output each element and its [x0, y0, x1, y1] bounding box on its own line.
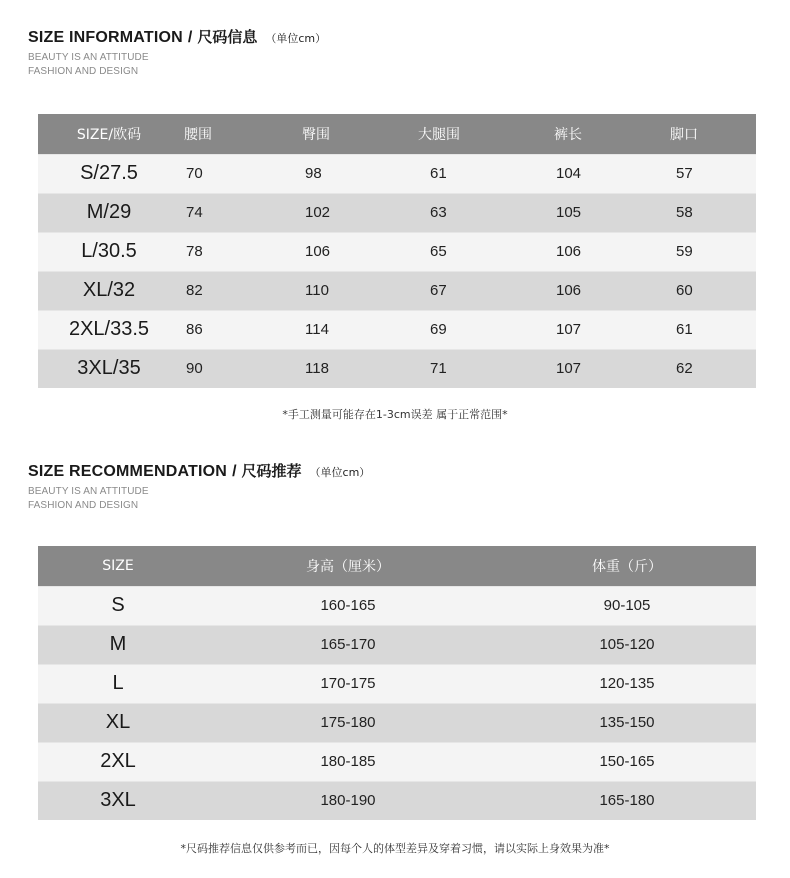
- heading-title-line: [28, 460, 370, 481]
- header-thigh: 大腿围: [416, 114, 534, 154]
- height-cell: 175-180: [198, 703, 498, 742]
- size-cell: 2XL/33.5: [38, 310, 180, 349]
- size-cell: L/30.5: [38, 232, 180, 271]
- header-height: 身高（厘米）: [198, 546, 498, 586]
- table-row: [38, 193, 756, 232]
- leg-opening-cell: 58: [652, 193, 756, 232]
- weight-cell: 150-165: [498, 742, 756, 781]
- heading-title-cn: 尺码推荐: [241, 462, 302, 480]
- hip-cell: 102: [298, 193, 416, 232]
- size-cell: XL/32: [38, 271, 180, 310]
- header-leg-opening: 脚口: [652, 114, 756, 154]
- size-recommendation-table: [38, 546, 756, 820]
- heading-title-line: [28, 26, 326, 47]
- table-row: [38, 232, 756, 271]
- length-cell: 107: [534, 349, 652, 388]
- table-row: [38, 154, 756, 193]
- header-waist: 腰围: [180, 114, 298, 154]
- heading-unit: （单位cm）: [265, 32, 327, 45]
- header-length: 裤长: [534, 114, 652, 154]
- table-header-row: [38, 114, 756, 154]
- table-row: [38, 625, 756, 664]
- size-cell: 3XL: [38, 781, 198, 820]
- length-cell: 106: [534, 271, 652, 310]
- leg-opening-cell: 60: [652, 271, 756, 310]
- length-cell: 107: [534, 310, 652, 349]
- length-cell: 105: [534, 193, 652, 232]
- header-size: SIZE/欧码: [38, 114, 180, 154]
- heading-title-en: SIZE INFORMATION: [28, 29, 183, 46]
- heading-unit: （单位cm）: [309, 466, 371, 479]
- height-cell: 165-170: [198, 625, 498, 664]
- leg-opening-cell: 57: [652, 154, 756, 193]
- weight-cell: 90-105: [498, 586, 756, 625]
- thigh-cell: 61: [416, 154, 534, 193]
- size-cell: L: [38, 664, 198, 703]
- height-cell: 180-190: [198, 781, 498, 820]
- weight-cell: 135-150: [498, 703, 756, 742]
- heading-slash: /: [187, 29, 193, 46]
- table-row: [38, 310, 756, 349]
- tagline-1: BEAUTY IS AN ATTITUDE: [28, 486, 149, 497]
- size-recommendation-heading: [28, 460, 370, 513]
- tagline-2: FASHION AND DESIGN: [28, 66, 139, 77]
- weight-cell: 105-120: [498, 625, 756, 664]
- table-row: [38, 703, 756, 742]
- weight-cell: 120-135: [498, 664, 756, 703]
- hip-cell: 114: [298, 310, 416, 349]
- size-information-heading: [28, 26, 326, 79]
- hip-cell: 110: [298, 271, 416, 310]
- leg-opening-cell: 59: [652, 232, 756, 271]
- table-header-row: [38, 546, 756, 586]
- waist-cell: 70: [180, 154, 298, 193]
- tagline-2: FASHION AND DESIGN: [28, 500, 139, 511]
- waist-cell: 90: [180, 349, 298, 388]
- table-row: [38, 271, 756, 310]
- size-cell: 2XL: [38, 742, 198, 781]
- table-row: [38, 586, 756, 625]
- thigh-cell: 69: [416, 310, 534, 349]
- table-row: [38, 781, 756, 820]
- table-row: [38, 742, 756, 781]
- size-cell: 3XL/35: [38, 349, 180, 388]
- size-cell: XL: [38, 703, 198, 742]
- tagline-1: BEAUTY IS AN ATTITUDE: [28, 52, 149, 63]
- thigh-cell: 63: [416, 193, 534, 232]
- length-cell: 104: [534, 154, 652, 193]
- length-cell: 106: [534, 232, 652, 271]
- waist-cell: 82: [180, 271, 298, 310]
- hip-cell: 106: [298, 232, 416, 271]
- thigh-cell: 71: [416, 349, 534, 388]
- header-size: SIZE: [38, 546, 198, 586]
- recommendation-note: *尺码推荐信息仅供参考而已，因每个人的体型差异及穿着习惯，请以实际上身效果为准*: [180, 842, 610, 855]
- height-cell: 160-165: [198, 586, 498, 625]
- header-weight: 体重（斤）: [498, 546, 756, 586]
- table-row: [38, 664, 756, 703]
- hip-cell: 98: [298, 154, 416, 193]
- table-row: [38, 349, 756, 388]
- waist-cell: 74: [180, 193, 298, 232]
- heading-title-cn: 尺码信息: [197, 28, 258, 46]
- size-cell: S: [38, 586, 198, 625]
- weight-cell: 165-180: [498, 781, 756, 820]
- thigh-cell: 67: [416, 271, 534, 310]
- size-cell: M/29: [38, 193, 180, 232]
- size-cell: M: [38, 625, 198, 664]
- leg-opening-cell: 62: [652, 349, 756, 388]
- size-information-table: [38, 114, 756, 388]
- size-cell: S/27.5: [38, 154, 180, 193]
- header-hip: 臀围: [298, 114, 416, 154]
- height-cell: 180-185: [198, 742, 498, 781]
- leg-opening-cell: 61: [652, 310, 756, 349]
- hip-cell: 118: [298, 349, 416, 388]
- thigh-cell: 65: [416, 232, 534, 271]
- heading-slash: /: [232, 463, 237, 480]
- measurement-note: *手工测量可能存在1-3cm误差 属于正常范围*: [282, 408, 508, 421]
- waist-cell: 78: [180, 232, 298, 271]
- waist-cell: 86: [180, 310, 298, 349]
- height-cell: 170-175: [198, 664, 498, 703]
- heading-title-en: SIZE RECOMMENDATION: [28, 463, 228, 480]
